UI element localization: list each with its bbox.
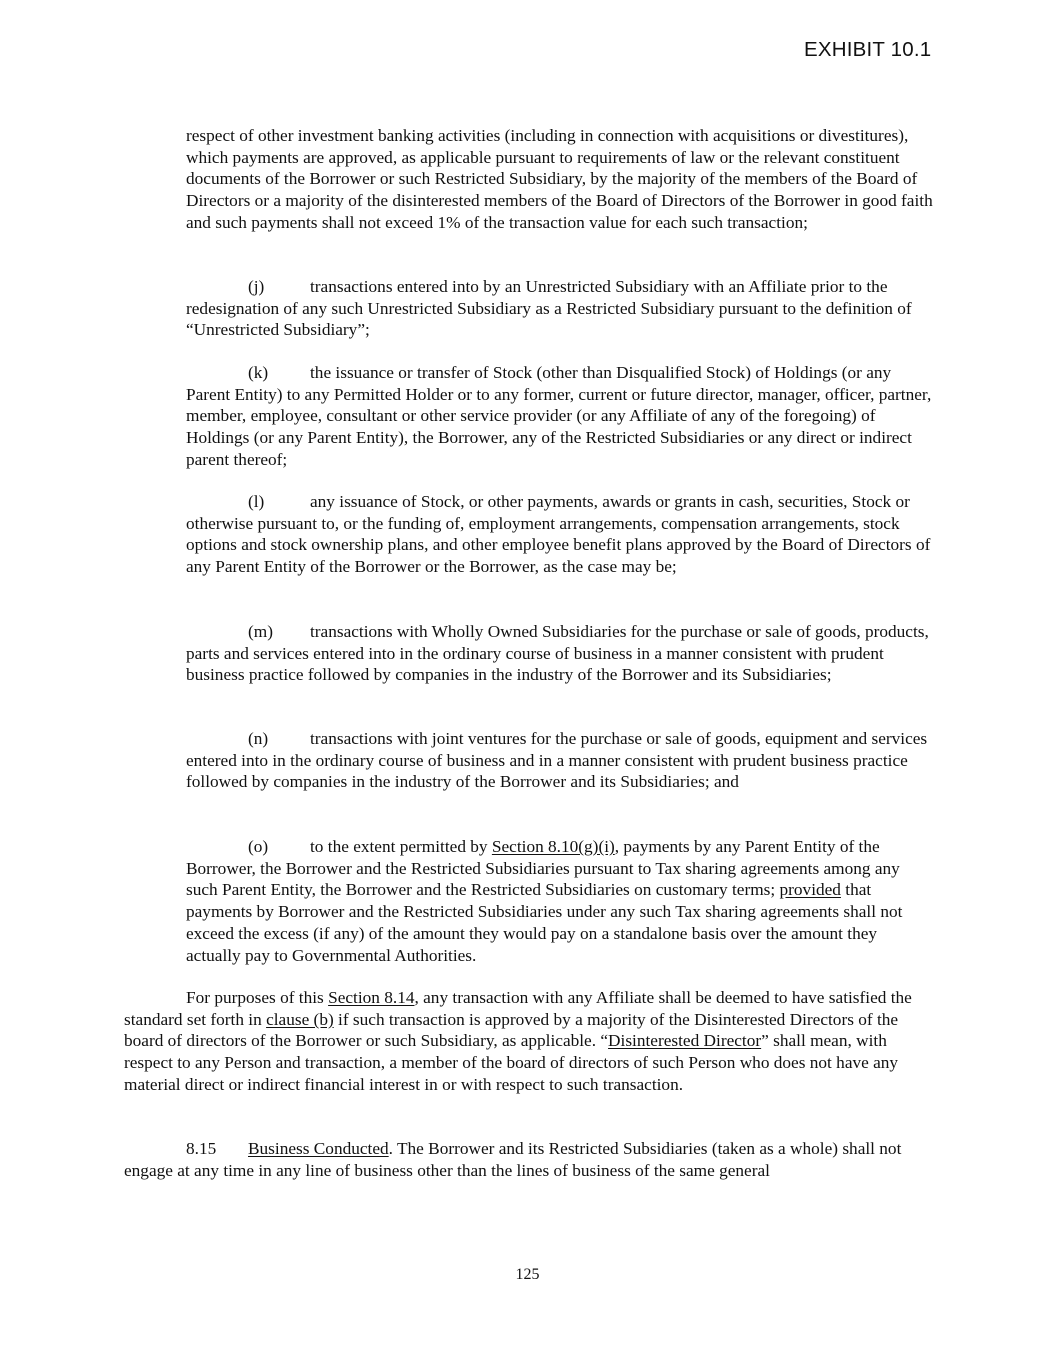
section-reference-link[interactable]: Section 8.14 (328, 988, 415, 1007)
clause-text: transactions with joint ventures for the purchase or sale of goods, equipment and services entered into in the ordinary course of business and in a manner consistent with prudent business practice followed by companies in the industry of the Borrower and its Subsidiaries; and (186, 729, 928, 792)
paragraph-text: ” shall mean, with respect to any Person and transaction, a member of the board of directors of such Person who does not have any material direct or indirect financial interest in or with respect to such transaction. (124, 1031, 899, 1094)
clause-reference-link[interactable]: clause (b) (266, 1009, 334, 1029)
section-8-15 (124, 1138, 934, 1181)
exhibit-label: EXHIBIT 10.1 (804, 38, 932, 61)
clause-label: (j) (248, 277, 265, 296)
page-number: 125 (515, 1266, 540, 1283)
paragraph-text: if such transaction is approved by a majority of the Disinterested Directors of the board of directors of the Borrower or such Subsidiary, as applicable. “ (124, 1009, 899, 1051)
clause-text: transactions entered into by an Unrestricted Subsidiary with an Affiliate prior to the redesignation of any such Unrestricted Subsidiary as a Restricted Subsidiary pursuant to the definition of “Unrestricted Subsidiary”; (186, 277, 912, 340)
clause-text: transactions with Wholly Owned Subsidiaries for the purchase or sale of goods, products, parts and services entered into in the ordinary course of business in a manner consistent with prudent business practice followed by companies in the industry of the Borrower and its Subsidiaries; (186, 622, 929, 685)
paragraph-text: , any transaction with any Affiliate shall be deemed to have satisfied the standard set forth in (124, 988, 912, 1029)
provided-term: provided (779, 880, 841, 900)
clause-l (186, 491, 934, 578)
clause-text: the issuance or transfer of Stock (other than Disqualified Stock) of Holdings (or any Parent Entity) to any Permitted Holder or to any former, current or future director, manager, officer, partner, member, employee, consultant or other service provider (or any Affiliate of any of the foregoing) of Holdings (or any Parent Entity), the Borrower, any of the Restricted Subsidiaries or any direct or indirect parent thereof; (186, 363, 932, 469)
clause-label: (l) (248, 492, 265, 511)
continued-paragraph: respect of other investment banking activities (including in connection with acquisitions or divestitures), which payments are approved, as applicable pursuant to requirements of law or the relevant constituent documents of the Borrower or such Restricted Subsidiary, by the majority of the members of the Board of Directors or a majority of the disinterested members of the Board of Directors of the Borrower in good faith and such payments shall not exceed 1% of the transaction value for each such transaction; (186, 126, 933, 232)
defined-term: Disinterested Director (608, 1031, 762, 1051)
section-heading: Business Conducted (248, 1139, 389, 1158)
clause-j (186, 276, 934, 341)
section-reference-link[interactable]: Section 8.10(g)(i) (491, 837, 615, 856)
clause-text: , payments by any Parent Entity of the Borrower, the Borrower and the Restricted Subsidiaries pursuant to Tax sharing agreements among any such Parent Entity, the Borrower and the Restricted Subsidiaries on customary terms; (186, 837, 900, 900)
clause-k (186, 362, 934, 471)
clause-m (186, 621, 934, 686)
clause-label: (m) (248, 622, 273, 641)
clause-text: to the extent permitted by (310, 837, 492, 856)
clause-o (186, 836, 934, 966)
clause-n (186, 728, 934, 793)
clause-text: that payments by Borrower and the Restricted Subsidiaries under any such Tax sharing agreements shall not exceed the excess (if any) of the amount they would pay on a standalone basis over the amount they actually pay to Governmental Authorities. (186, 880, 903, 965)
clause-text: any issuance of Stock, or other payments, awards or grants in cash, securities, Stock or otherwise pursuant to, or the funding of, employment arrangements, compensation arrangements, stock options and stock ownership plans, and other employee benefit plans approved by the Board of Directors of any Parent Entity of the Borrower or the Borrower, as the case may be; (186, 492, 931, 577)
clause-label: (k) (248, 363, 269, 382)
clause-label: (o) (248, 837, 269, 856)
purposes-paragraph (124, 987, 934, 1096)
paragraph-text: For purposes of this (186, 988, 329, 1007)
clause-label: (n) (248, 729, 269, 748)
section-number: 8.15 (186, 1139, 217, 1158)
section-text: . The Borrower and its Restricted Subsidiaries (taken as a whole) shall not engage at any time in any line of business other than the lines of business of the same general (124, 1139, 902, 1180)
